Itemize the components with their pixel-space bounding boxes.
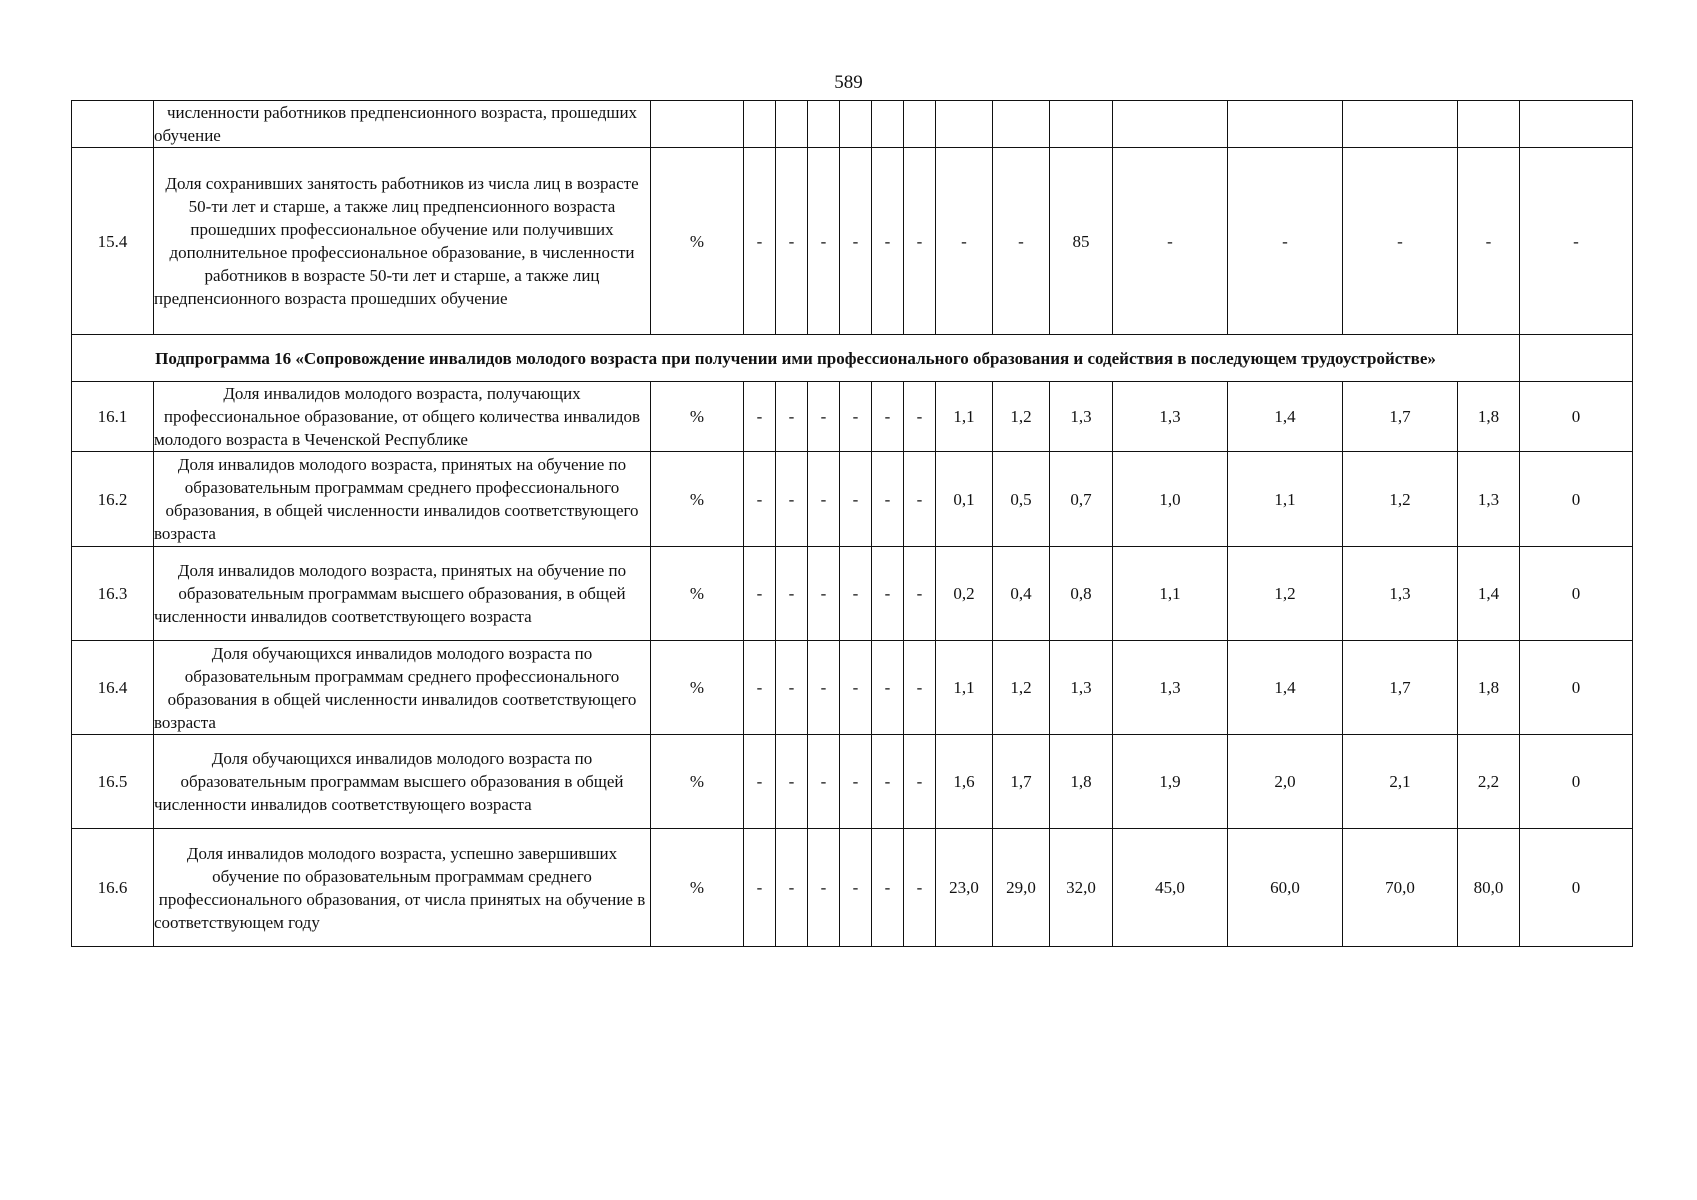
value-cell: 0,2: [936, 547, 993, 641]
value-cell: 70,0: [1343, 829, 1458, 947]
value-cell: -: [776, 382, 808, 452]
unit-cell: %: [651, 148, 744, 335]
value-cell: 0,1: [936, 452, 993, 547]
value-cell: -: [776, 829, 808, 947]
indicator-description: Доля сохранивших занятость работников из числа лиц в возрасте 50-ти лет и старше, а также лиц предпенсионного возраста прошедших профессиональное обучение или получивших дополнительное профессиональное образование, в численности работников в возрасте 50-ти лет и старше, а также лиц предпенсионного возраста прошедших обучение: [154, 148, 651, 335]
value-cell: [808, 101, 840, 148]
table-row: [72, 547, 1633, 641]
row-number-cell: [72, 101, 154, 148]
value-cell: -: [872, 735, 904, 829]
value-cell: 1,4: [1228, 382, 1343, 452]
value-cell: [1113, 101, 1228, 148]
value-cell: -: [840, 829, 872, 947]
value-cell: -: [904, 735, 936, 829]
value-cell: -: [808, 641, 840, 735]
unit-cell: %: [651, 829, 744, 947]
value-cell: -: [840, 148, 872, 335]
value-cell: -: [872, 148, 904, 335]
value-cell: 80,0: [1458, 829, 1520, 947]
value-cell: 23,0: [936, 829, 993, 947]
value-cell: -: [993, 148, 1050, 335]
value-cell: -: [872, 829, 904, 947]
value-cell: -: [904, 382, 936, 452]
indicator-description: Доля инвалидов молодого возраста, успешно завершивших обучение по образовательным программам среднего профессионального образования, от числа принятых на обучение в соответствующем году: [154, 829, 651, 947]
row-number: 15.4: [72, 148, 154, 335]
row-number: 16.2: [72, 452, 154, 547]
value-cell: 1,3: [1050, 382, 1113, 452]
value-cell: [744, 101, 776, 148]
indicators-table: [71, 100, 1633, 947]
value-cell: 1,2: [993, 382, 1050, 452]
value-cell: -: [904, 452, 936, 547]
value-cell: 1,3: [1113, 641, 1228, 735]
value-cell: 1,8: [1050, 735, 1113, 829]
row-number: 16.6: [72, 829, 154, 947]
value-cell: [776, 101, 808, 148]
value-cell: -: [936, 148, 993, 335]
value-cell: -: [840, 452, 872, 547]
value-cell: -: [744, 452, 776, 547]
value-cell: -: [776, 735, 808, 829]
value-cell: [904, 101, 936, 148]
value-cell: -: [808, 735, 840, 829]
row-number: 16.5: [72, 735, 154, 829]
indicator-description: Доля инвалидов молодого возраста, принятых на обучение по образовательным программам высшего образования, в общей численности инвалидов соответствующего возраста: [154, 547, 651, 641]
value-cell: 45,0: [1113, 829, 1228, 947]
value-cell: 1,4: [1458, 547, 1520, 641]
value-cell: -: [744, 148, 776, 335]
value-cell: [840, 101, 872, 148]
value-cell: -: [904, 829, 936, 947]
value-cell: 0,4: [993, 547, 1050, 641]
value-cell: -: [808, 148, 840, 335]
value-cell: 1,1: [936, 382, 993, 452]
indicator-description: Доля инвалидов молодого возраста, получающих профессиональное образование, от общего количества инвалидов молодого возраста в Чеченской Республике: [154, 382, 651, 452]
last-column-cell: [1520, 101, 1633, 148]
unit-cell: %: [651, 452, 744, 547]
value-cell: 1,7: [1343, 382, 1458, 452]
value-cell: [1343, 101, 1458, 148]
value-cell: 1,3: [1458, 452, 1520, 547]
indicator-description: Доля обучающихся инвалидов молодого возраста по образовательным программам высшего образования в общей численности инвалидов соответствующего возраста: [154, 735, 651, 829]
subprogram-title: Подпрограмма 16 «Сопровождение инвалидов молодого возраста при получении ими профессионального образования и содействия в последующем трудоустройстве»: [72, 335, 1520, 382]
indicator-description: Доля обучающихся инвалидов молодого возраста по образовательным программам среднего профессионального образования в общей численности инвалидов соответствующего возраста: [154, 641, 651, 735]
value-cell: -: [1113, 148, 1228, 335]
table-row: [72, 829, 1633, 947]
value-cell: -: [776, 452, 808, 547]
unit-cell: %: [651, 382, 744, 452]
value-cell: 1,0: [1113, 452, 1228, 547]
value-cell: [993, 101, 1050, 148]
value-cell: -: [776, 547, 808, 641]
indicator-description: Доля инвалидов молодого возраста, принятых на обучение по образовательным программам среднего профессионального образования, в общей численности инвалидов соответствующего возраста: [154, 452, 651, 547]
last-column-cell: 0: [1520, 452, 1633, 547]
value-cell: 1,2: [993, 641, 1050, 735]
unit-cell: %: [651, 735, 744, 829]
value-cell: -: [840, 641, 872, 735]
value-cell: -: [1228, 148, 1343, 335]
value-cell: 29,0: [993, 829, 1050, 947]
value-cell: 1,1: [1228, 452, 1343, 547]
table-row: [72, 148, 1633, 335]
row-number: 16.3: [72, 547, 154, 641]
value-cell: -: [808, 452, 840, 547]
value-cell: -: [904, 641, 936, 735]
value-cell: -: [840, 547, 872, 641]
value-cell: -: [904, 547, 936, 641]
page-number: 589: [834, 72, 863, 93]
last-column-cell: 0: [1520, 829, 1633, 947]
value-cell: -: [872, 452, 904, 547]
value-cell: 1,1: [1113, 547, 1228, 641]
value-cell: 0,5: [993, 452, 1050, 547]
table-row: [72, 382, 1633, 452]
value-cell: [1050, 101, 1113, 148]
subprogram-header-row: [72, 335, 1633, 382]
value-cell: [936, 101, 993, 148]
unit-cell: [651, 101, 744, 148]
value-cell: 0,7: [1050, 452, 1113, 547]
value-cell: -: [776, 148, 808, 335]
unit-cell: %: [651, 547, 744, 641]
value-cell: -: [744, 382, 776, 452]
value-cell: 1,3: [1050, 641, 1113, 735]
last-column-cell: 0: [1520, 382, 1633, 452]
value-cell: 2,2: [1458, 735, 1520, 829]
last-column-cell: -: [1520, 148, 1633, 335]
value-cell: -: [1343, 148, 1458, 335]
value-cell: 1,8: [1458, 382, 1520, 452]
value-cell: -: [808, 547, 840, 641]
value-cell: 1,8: [1458, 641, 1520, 735]
value-cell: 1,6: [936, 735, 993, 829]
value-cell: [872, 101, 904, 148]
value-cell: 1,2: [1343, 452, 1458, 547]
last-column-cell: [1520, 335, 1633, 382]
value-cell: 32,0: [1050, 829, 1113, 947]
value-cell: -: [904, 148, 936, 335]
value-cell: 0,8: [1050, 547, 1113, 641]
value-cell: -: [840, 382, 872, 452]
value-cell: 2,0: [1228, 735, 1343, 829]
table-row: [72, 641, 1633, 735]
value-cell: -: [840, 735, 872, 829]
value-cell: 1,9: [1113, 735, 1228, 829]
value-cell: -: [808, 382, 840, 452]
last-column-cell: 0: [1520, 547, 1633, 641]
table-row: [72, 452, 1633, 547]
value-cell: -: [872, 382, 904, 452]
table-row: [72, 735, 1633, 829]
last-column-cell: 0: [1520, 735, 1633, 829]
value-cell: 1,2: [1228, 547, 1343, 641]
value-cell: 60,0: [1228, 829, 1343, 947]
value-cell: -: [744, 735, 776, 829]
value-cell: -: [872, 641, 904, 735]
value-cell: -: [776, 641, 808, 735]
value-cell: -: [744, 641, 776, 735]
value-cell: -: [1458, 148, 1520, 335]
unit-cell: %: [651, 641, 744, 735]
value-cell: 1,7: [993, 735, 1050, 829]
value-cell: 85: [1050, 148, 1113, 335]
value-cell: 1,7: [1343, 641, 1458, 735]
value-cell: 1,1: [936, 641, 993, 735]
value-cell: [1458, 101, 1520, 148]
row-number: 16.1: [72, 382, 154, 452]
value-cell: -: [872, 547, 904, 641]
value-cell: -: [744, 829, 776, 947]
last-column-cell: 0: [1520, 641, 1633, 735]
value-cell: -: [808, 829, 840, 947]
value-cell: [1228, 101, 1343, 148]
value-cell: 1,3: [1343, 547, 1458, 641]
row-number: 16.4: [72, 641, 154, 735]
value-cell: -: [744, 547, 776, 641]
indicator-description: численности работников предпенсионного возраста, прошедших обучение: [154, 101, 651, 148]
value-cell: 2,1: [1343, 735, 1458, 829]
value-cell: 1,4: [1228, 641, 1343, 735]
value-cell: 1,3: [1113, 382, 1228, 452]
table-row: [72, 101, 1633, 148]
